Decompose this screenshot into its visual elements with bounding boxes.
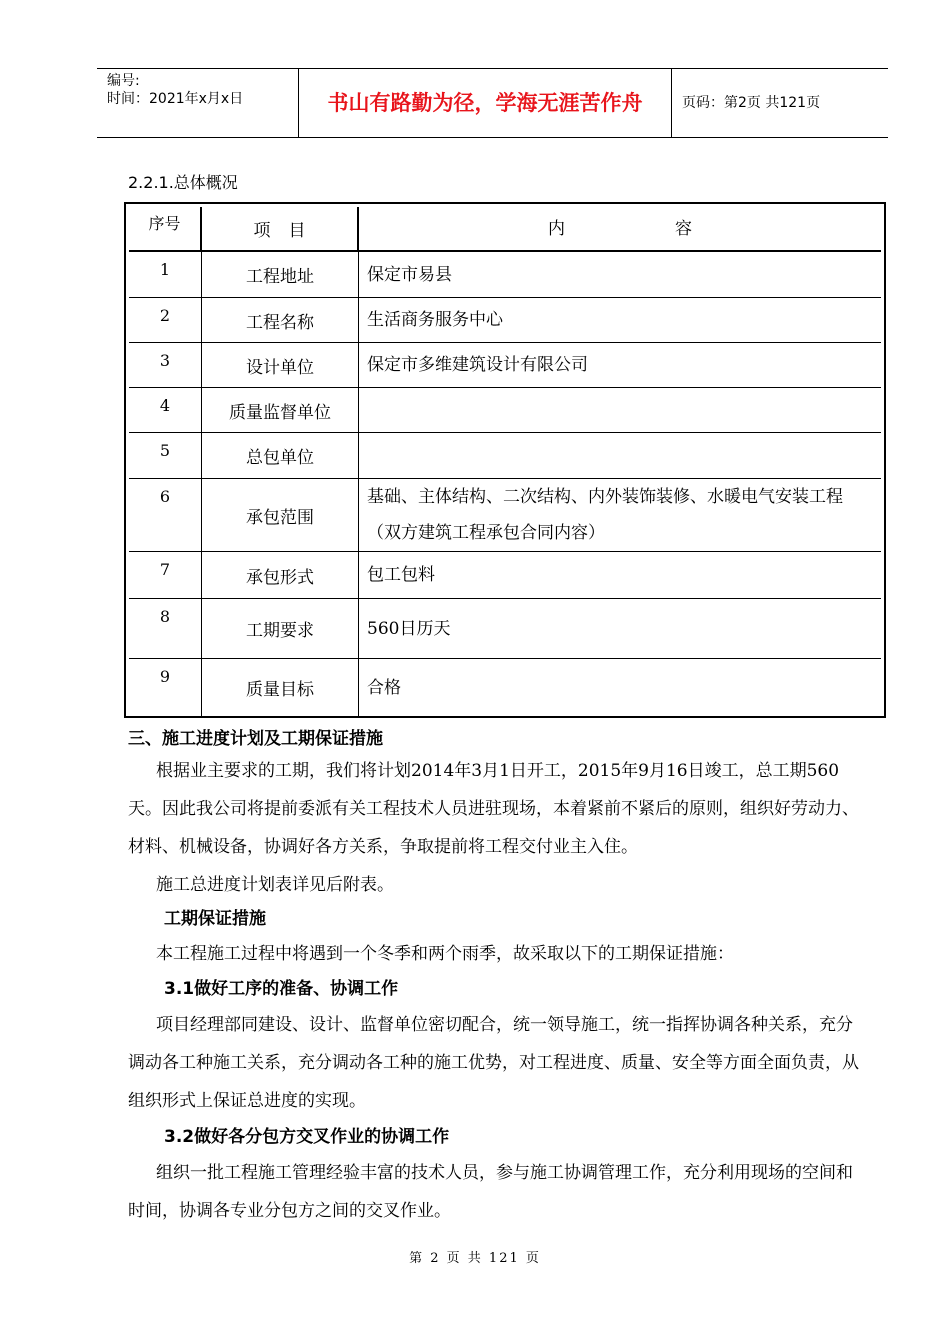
- header-content: [359, 207, 881, 250]
- row-content: 保定市多维建筑设计有限公司: [367, 355, 588, 375]
- overview-table: [124, 202, 886, 718]
- row-content: 生活商务服务中心: [367, 310, 503, 330]
- table-row: [129, 599, 881, 659]
- header-content-b: 容: [675, 218, 692, 239]
- page-header: [97, 68, 888, 138]
- page-footer: 第 2 页 共 121 页: [409, 1251, 541, 1266]
- heading-guarantee: 工期保证措施: [164, 909, 266, 929]
- row-item: 质量监督单位: [202, 388, 359, 432]
- row-no: 6: [129, 479, 202, 551]
- table-row: [129, 433, 881, 479]
- table-row: [129, 343, 881, 388]
- row-no: 1: [129, 252, 202, 297]
- table-row: [129, 479, 881, 552]
- row-content: 560日历天: [367, 618, 451, 639]
- row-no: 8: [129, 599, 202, 658]
- row-item: 工期要求: [202, 599, 359, 658]
- row-no: 5: [129, 433, 202, 478]
- row-content: 合格: [367, 677, 401, 698]
- table-row: [129, 388, 881, 433]
- table-row: [129, 659, 881, 716]
- row-item: 承包形式: [202, 552, 359, 598]
- paragraph-schedule: 根据业主要求的工期，我们将计划2014年3月1日开工，2015年9月16日竣工，总工期560天。因此我公司将提前委派有关工程技术人员进驻现场，本着紧前不紧后的原则，组织好劳动力、材料、机械设备，协调好各方关系，争取提前将工程交付业主入住。: [128, 761, 859, 857]
- row-content: [359, 433, 881, 478]
- paragraph-guarantee-intro: 本工程施工过程中将遇到一个冬季和两个雨季，故采取以下的工期保证措施：: [156, 944, 734, 964]
- header-content-a: 内: [548, 218, 565, 239]
- row-item: 质量目标: [202, 659, 359, 716]
- row-item: 承包范围: [202, 479, 359, 551]
- header-page-code: 页码：第2页 共121页: [682, 95, 821, 111]
- row-no: 7: [129, 552, 202, 598]
- heading-3-2: 3.2做好各分包方交叉作业的协调工作: [164, 1127, 450, 1147]
- heading-3-1: 3.1做好工序的准备、协调工作: [164, 979, 399, 999]
- paragraph-3-2: 组织一批工程施工管理经验丰富的技术人员，参与施工协调管理工作，充分利用现场的空间和时间，协调各专业分包方之间的交叉作业。: [128, 1163, 853, 1221]
- number-label: 编号:: [107, 73, 140, 89]
- row-no: 9: [129, 659, 202, 716]
- row-item: 工程地址: [202, 252, 359, 297]
- header-meta: [97, 69, 299, 137]
- time-label: 时间：2021年x月x日: [107, 91, 244, 107]
- paragraph-schedule-table: 施工总进度计划表详见后附表。: [156, 875, 394, 895]
- table-row: [129, 552, 881, 599]
- row-content: 包工包料: [367, 565, 435, 585]
- table-row: [129, 252, 881, 298]
- row-content: [359, 388, 881, 432]
- row-item: 工程名称: [202, 298, 359, 342]
- row-content: 保定市易县: [367, 264, 452, 285]
- paragraph-3-1: 项目经理部同建设、设计、监督单位密切配合，统一领导施工，统一指挥协调各种关系，充分调动各工种施工关系，充分调动各工种的施工优势，对工程进度、质量、安全等方面全面负责，从组织形式上保证总进度的实现。: [128, 1015, 859, 1111]
- row-no: 2: [129, 298, 202, 342]
- row-no: 3: [129, 343, 202, 387]
- table-row: [129, 298, 881, 343]
- row-content: 基础、主体结构、二次结构、内外装饰装修、水暖电气安装工程（双方建筑工程承包合同内容）: [367, 487, 843, 543]
- header-item: 项目: [202, 207, 359, 250]
- table-header-row: [129, 207, 881, 252]
- header-no: 序号: [129, 207, 202, 250]
- heading-section-3: 三、施工进度计划及工期保证措施: [128, 729, 383, 749]
- header-motto: 书山有路勤为径，学海无涯苦作舟: [299, 69, 672, 137]
- row-no: 4: [129, 388, 202, 432]
- row-item: 总包单位: [202, 433, 359, 478]
- section-title: 2.2.1.总体概况: [128, 173, 238, 192]
- row-item: 设计单位: [202, 343, 359, 387]
